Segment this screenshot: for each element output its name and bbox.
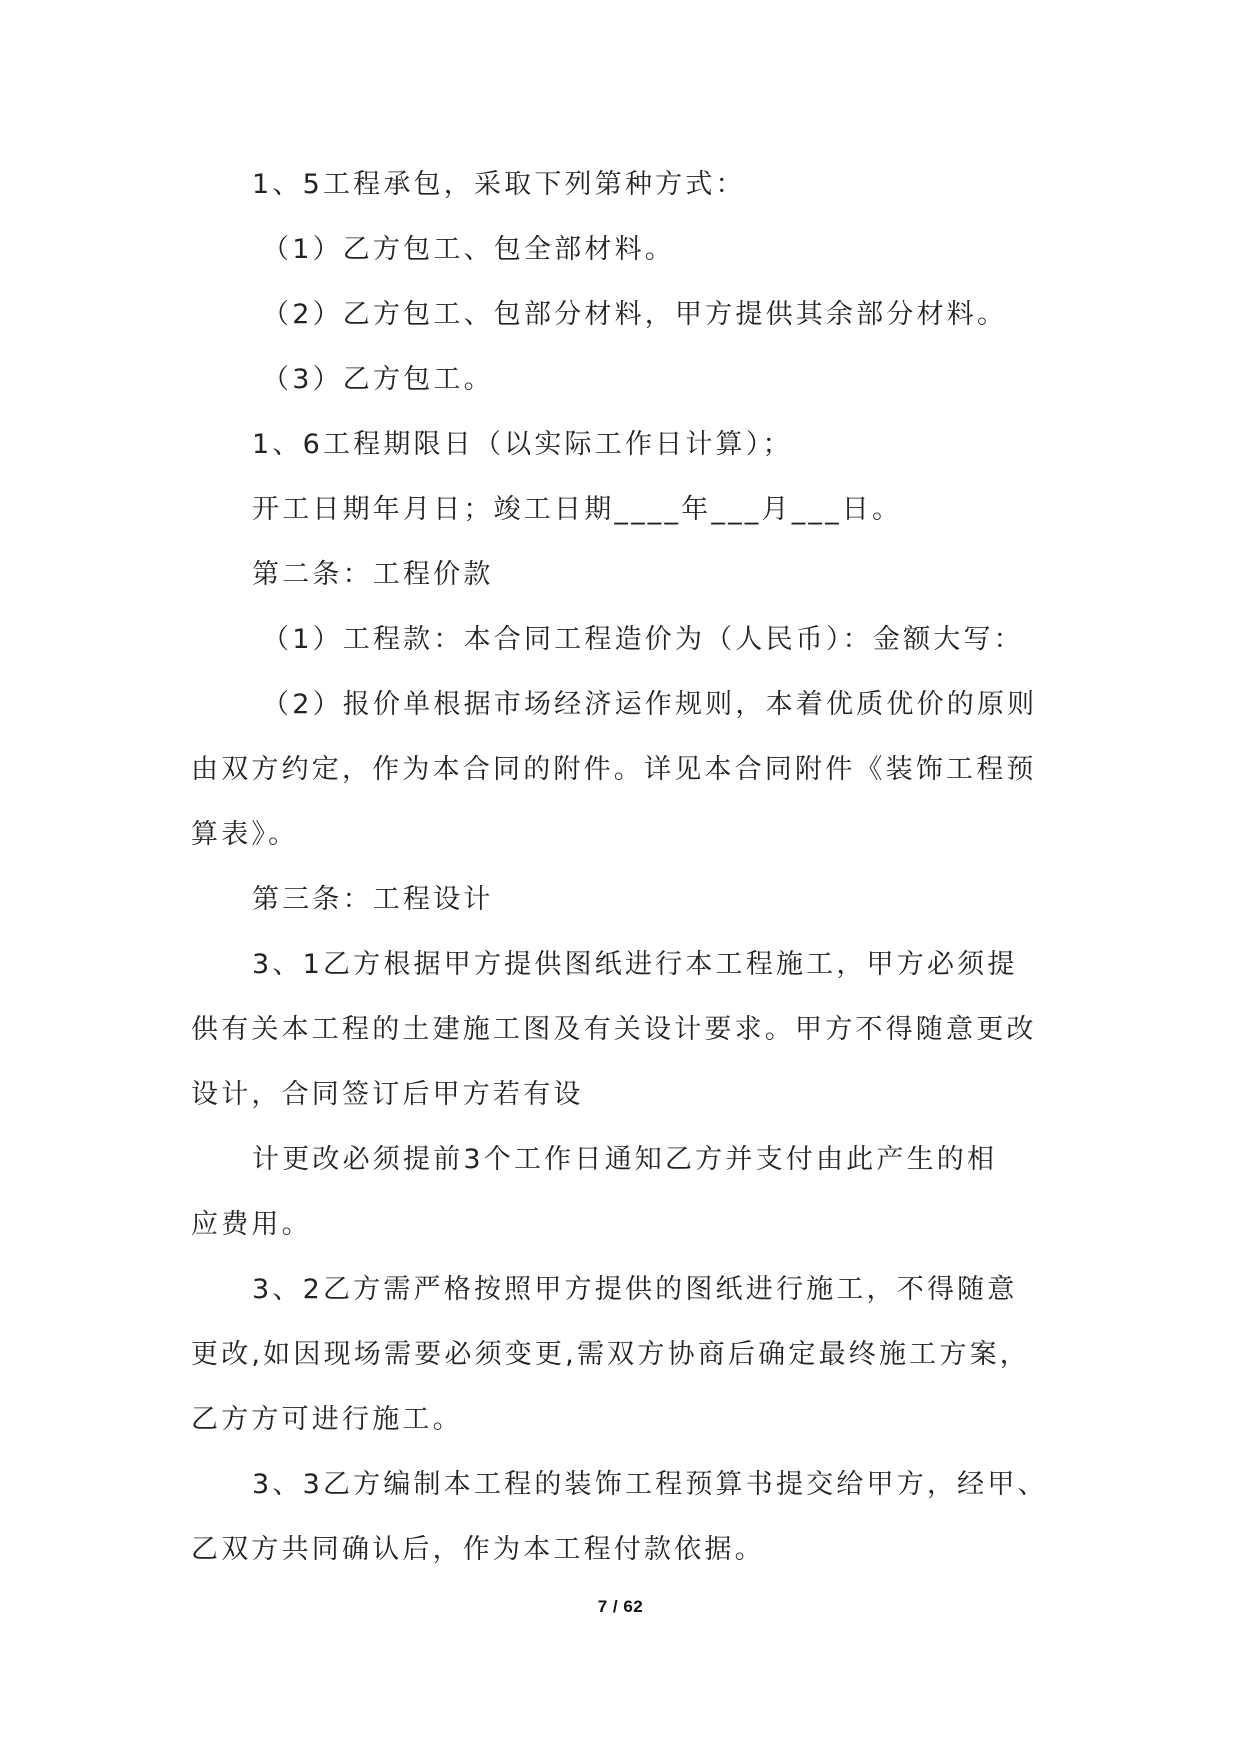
page-number: 7 / 62: [597, 1597, 644, 1616]
text-line: （3）乙方包工。: [262, 364, 494, 395]
text-line: 乙方方可进行施工。: [191, 1404, 463, 1435]
text-line: 3、1乙方根据甲方提供图纸进行本工程施工，甲方必须提: [252, 949, 1018, 980]
text-line: 设计，合同签订后甲方若有设: [191, 1079, 584, 1110]
text-line: 1、6工程期限日（以实际工作日计算）；: [252, 429, 793, 460]
text-line: 供有关本工程的土建施工图及有关设计要求。甲方不得随意更改: [191, 1014, 1037, 1045]
text-line: 应费用。: [191, 1209, 312, 1240]
text-line: （2）乙方包工、包部分材料，甲方提供其余部分材料。: [262, 299, 1008, 330]
text-line: 更改,如因现场需要必须变更,需双方协商后确定最终施工方案，: [191, 1339, 1030, 1370]
text-line: （1）乙方包工、包全部材料。: [262, 234, 675, 265]
text-line: 开工日期年月日；竣工日期____年___月___日。: [252, 494, 903, 525]
text-line: 3、3乙方编制本工程的装饰工程预算书提交给甲方，经甲、: [252, 1469, 1048, 1500]
text-line: （2）报价单根据市场经济运作规则，本着优质优价的原则: [262, 689, 1038, 720]
text-line: 由双方约定，作为本合同的附件。详见本合同附件《装饰工程预: [191, 754, 1037, 785]
text-line: 算表》。: [191, 819, 299, 850]
text-line: 计更改必须提前3个工作日通知乙方并支付由此产生的相: [252, 1144, 998, 1175]
text-line: 1、5工程承包，采取下列第种方式：: [252, 169, 746, 200]
text-line: 乙双方共同确认后，作为本工程付款依据。: [191, 1534, 765, 1565]
text-line: 3、2乙方需严格按照甲方提供的图纸进行施工，不得随意: [252, 1274, 1018, 1305]
text-line: （1）工程款：本合同工程造价为（人民币）：金额大写：: [262, 624, 1024, 655]
section-heading: 第二条：工程价款: [252, 559, 494, 590]
section-heading: 第三条：工程设计: [252, 884, 494, 915]
